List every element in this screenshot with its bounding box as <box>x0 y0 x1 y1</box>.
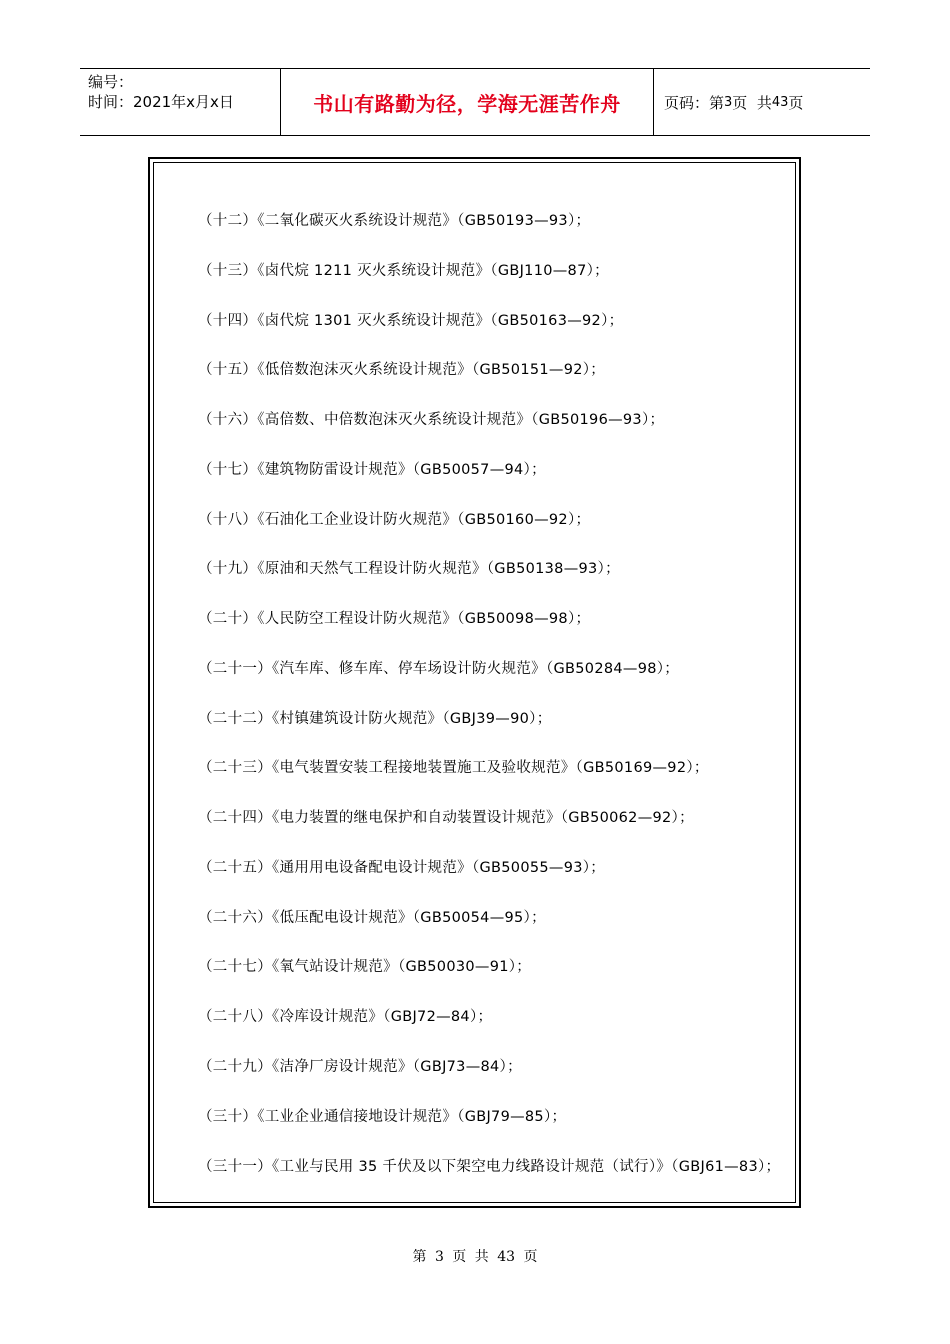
page-current: 3 <box>724 94 733 110</box>
header-info-cell <box>80 69 281 135</box>
page-prefix: 页码：第 <box>664 93 725 112</box>
list-item: （二十八）《冷库设计规范》（GBJ72—84）； <box>198 1009 493 1025</box>
list-item: （十二）《二氧化碳灭火系统设计规范》（GB50193—93）； <box>198 213 591 229</box>
document-time-label: 时间：2021年x月x日 <box>88 93 234 111</box>
page-suffix: 页 <box>788 93 804 112</box>
list-item: （十六）《高倍数、中倍数泡沫灭火系统设计规范》（GB50196—93）； <box>198 412 665 428</box>
content-frame <box>148 157 801 1208</box>
list-item: （十九）《原油和天然气工程设计防火规范》（GB50138—93）； <box>198 561 620 577</box>
list-item: （十四）《卤代烷 1301 灭火系统设计规范》（GB50163—92）； <box>198 313 624 329</box>
page-total: 43 <box>771 94 789 110</box>
list-item: （二十五）《通用用电设备配电设计规范》（GB50055—93）； <box>198 860 606 876</box>
header-motto: 书山有路勤为径，学海无涯苦作舟 <box>313 91 621 116</box>
list-item: （十八）《石油化工企业设计防火规范》（GB50160—92）； <box>198 512 591 528</box>
list-item: （二十六）《低压配电设计规范》（GB50054—95）； <box>198 910 546 926</box>
list-item: （二十）《人民防空工程设计防火规范》（GB50098—98）； <box>198 611 591 627</box>
header-motto-cell <box>281 69 654 135</box>
list-item: （十七）《建筑物防雷设计规范》（GB50057—94）； <box>198 462 546 478</box>
list-item: （十五）《低倍数泡沫灭火系统设计规范》（GB50151—92）； <box>198 362 606 378</box>
header-page-cell <box>654 69 870 135</box>
page-mid: 页 共 <box>732 93 772 112</box>
page-footer: 第 3 页 共 43 页 <box>412 1249 538 1265</box>
document-number-label: 编号： <box>88 73 134 91</box>
list-item: （三十一）《工业与民用 35 千伏及以下架空电力线路设计规范（试行）》（GBJ61—83）； <box>198 1159 781 1175</box>
page-header <box>80 68 870 136</box>
list-item: （二十九）《洁净厂房设计规范》（GBJ73—84）； <box>198 1059 522 1075</box>
list-item: （二十二）《村镇建筑设计防火规范》（GBJ39—90）； <box>198 711 552 727</box>
list-item: （三十）《工业企业通信接地设计规范》（GBJ79—85）； <box>198 1109 567 1125</box>
list-item: （二十一）《汽车库、修车库、停车场设计防火规范》（GB50284—98）； <box>198 661 680 677</box>
list-item: （十三）《卤代烷 1211 灭火系统设计规范》（GBJ110—87）； <box>198 263 609 279</box>
list-item: （二十四）《电力装置的继电保护和自动装置设计规范》（GB50062—92）； <box>198 810 694 826</box>
list-item: （二十七）《氧气站设计规范》（GB50030—91）； <box>198 959 532 975</box>
list-item: （二十三）《电气装置安装工程接地装置施工及验收规范》（GB50169—92）； <box>198 760 709 776</box>
